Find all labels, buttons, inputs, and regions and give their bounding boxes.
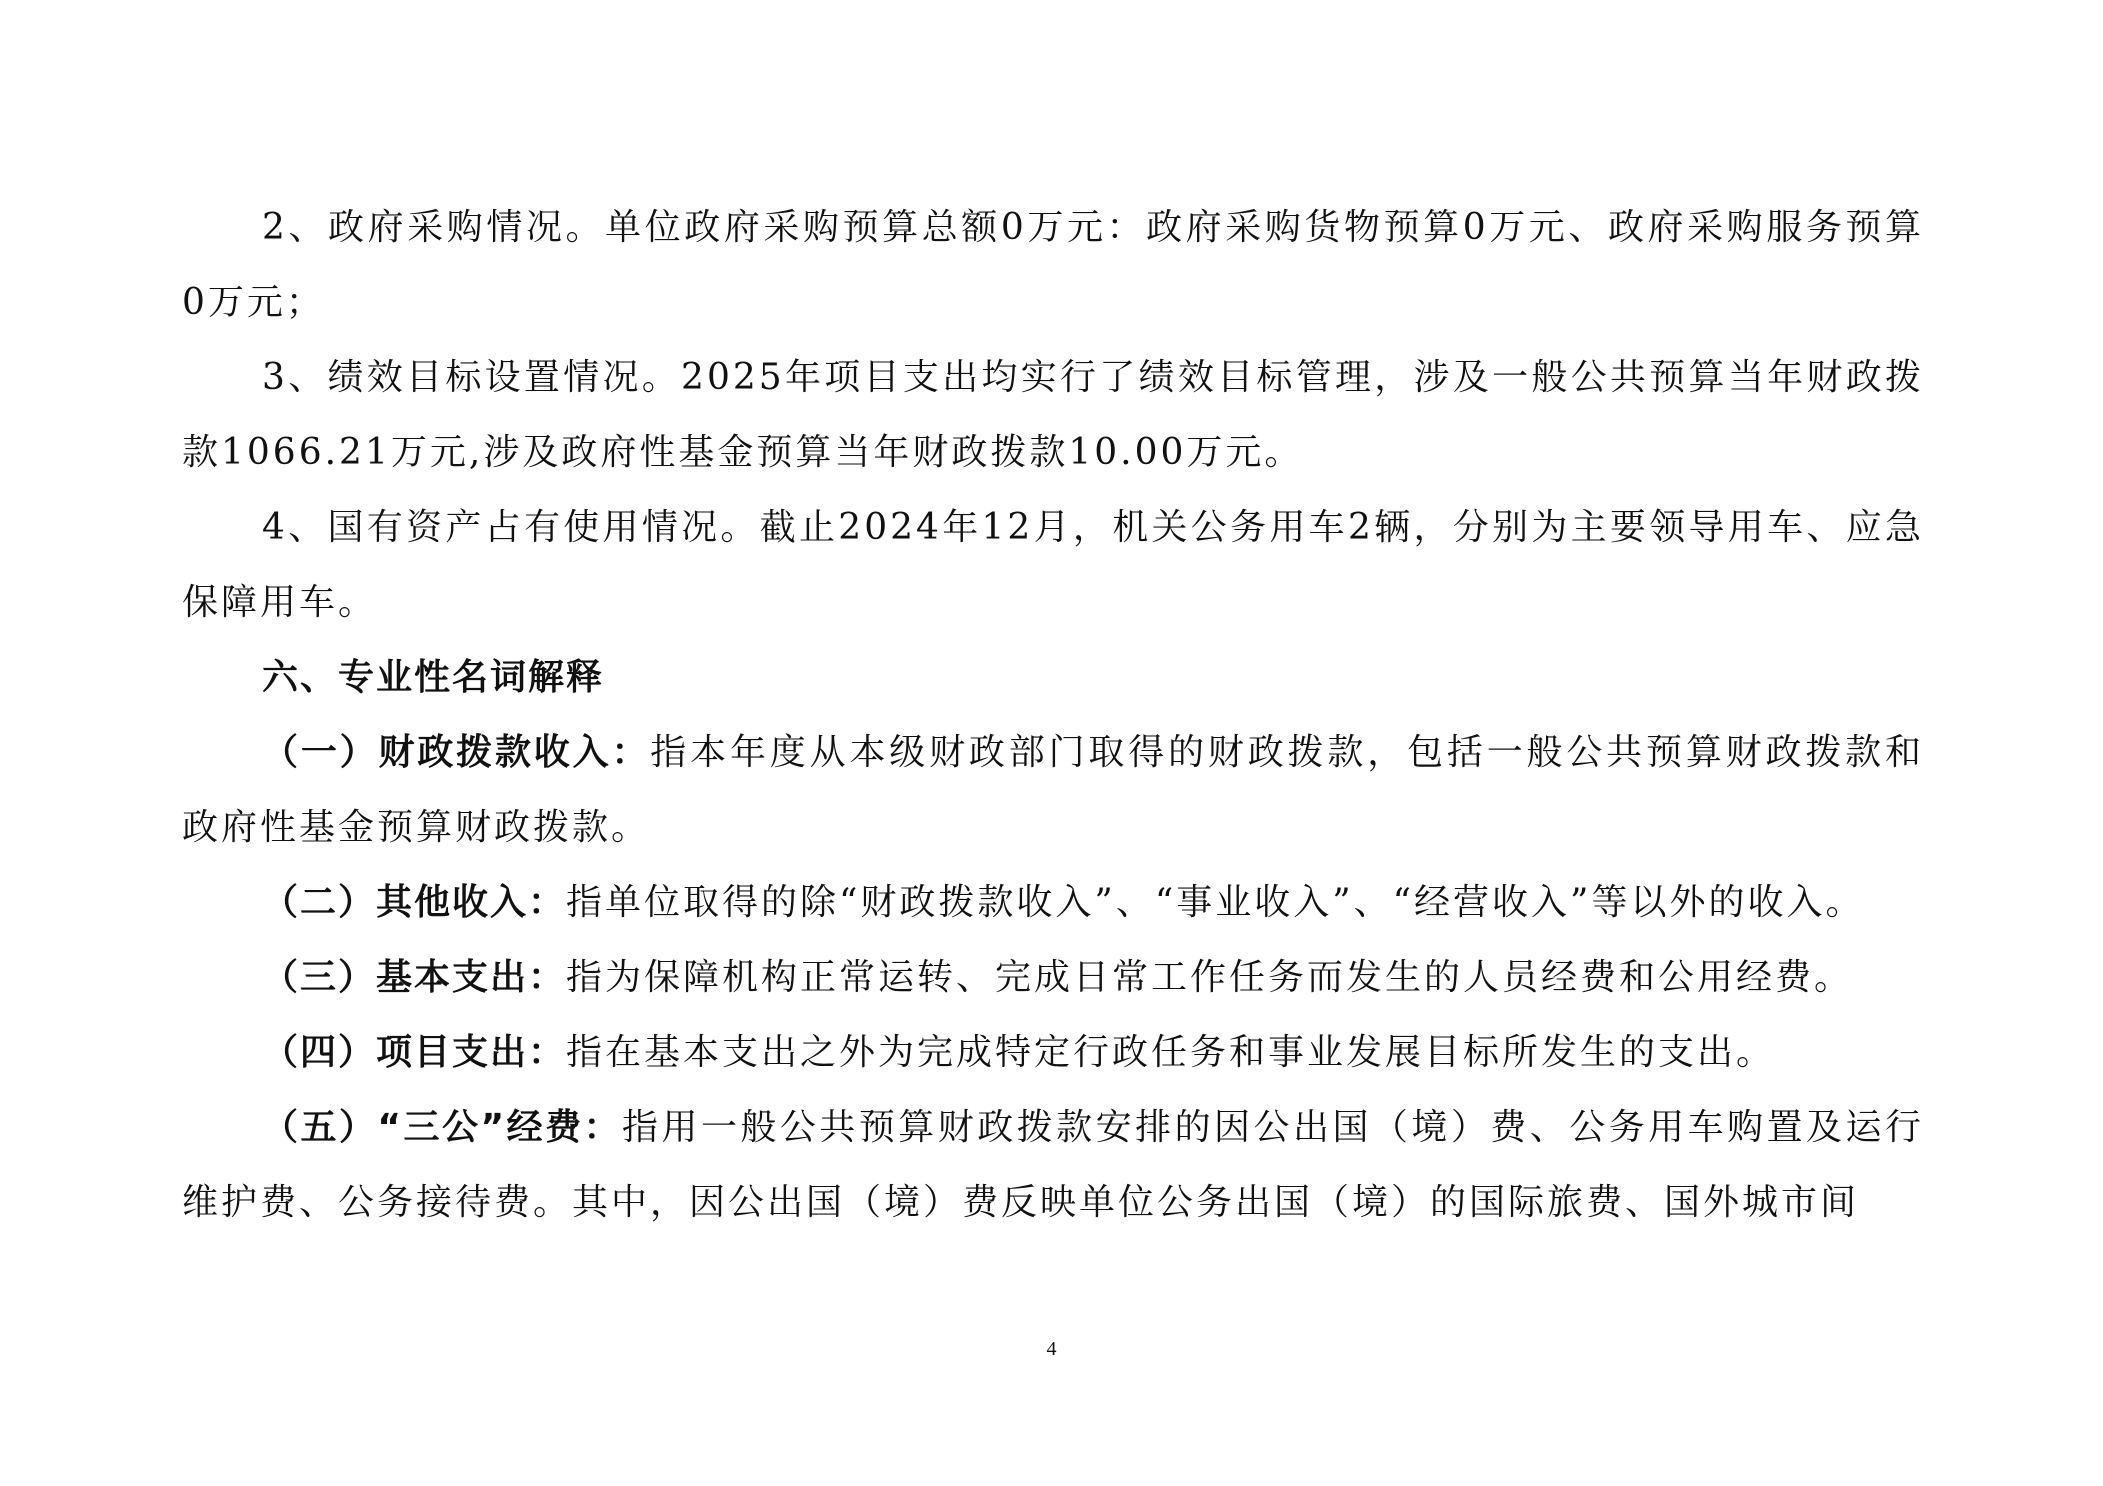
term-text: 指为保障机构正常运转、完成日常工作任务而发生的人员经费和公用经费。	[566, 957, 1854, 998]
term-label: （二）其他收入：	[262, 882, 567, 923]
term-definition-fiscal-appropriation-income	[182, 715, 1924, 865]
paragraph-text: 2、政府采购情况。单位政府采购预算总额0万元：政府采购货物预算0万元、政府采购服务预算0万元；	[182, 207, 1924, 323]
term-label: （三）基本支出：	[262, 957, 567, 998]
term-text: 指单位取得的除“财政拨款收入”、“事业收入”、“经营收入”等以外的收入。	[566, 882, 1865, 923]
term-label: （一）财政拨款收入：	[262, 732, 651, 773]
page-number: 4	[1046, 1338, 1057, 1360]
paragraph-performance-targets	[182, 340, 1924, 490]
section-heading: 六、专业性名词解释	[262, 657, 605, 698]
term-definition-other-income	[182, 865, 1924, 940]
paragraph-text: 3、绩效目标设置情况。2025年项目支出均实行了绩效目标管理，涉及一般公共预算当年财政拨款1066.21万元,涉及政府性基金预算当年财政拨款10.00万元。	[182, 357, 1924, 473]
term-label: （五）“三公”经费：	[262, 1107, 623, 1148]
paragraph-state-assets	[182, 490, 1924, 640]
paragraph-text: 4、国有资产占有使用情况。截止2024年12月，机关公务用车2辆，分别为主要领导用车、应急保障用车。	[182, 507, 1924, 623]
term-text: 指本年度从本级财政部门取得的财政拨款，包括一般公共预算财政拨款和政府性基金预算财政拨款。	[182, 732, 1924, 848]
paragraph-government-procurement	[182, 190, 1924, 340]
term-definition-basic-expenditure	[182, 940, 1924, 1015]
term-definition-three-public-expenses	[182, 1090, 1924, 1240]
term-definition-project-expenditure	[182, 1015, 1924, 1090]
term-text: 指在基本支出之外为完成特定行政任务和事业发展目标所发生的支出。	[566, 1032, 1776, 1073]
term-label: （四）项目支出：	[262, 1032, 567, 1073]
term-text: 指用一般公共预算财政拨款安排的因公出国（境）费、公务用车购置及运行维护费、公务接待费。其中，因公出国（境）费反映单位公务出国（境）的国际旅费、国外城市间	[182, 1107, 1924, 1223]
page-content	[182, 190, 1924, 1240]
